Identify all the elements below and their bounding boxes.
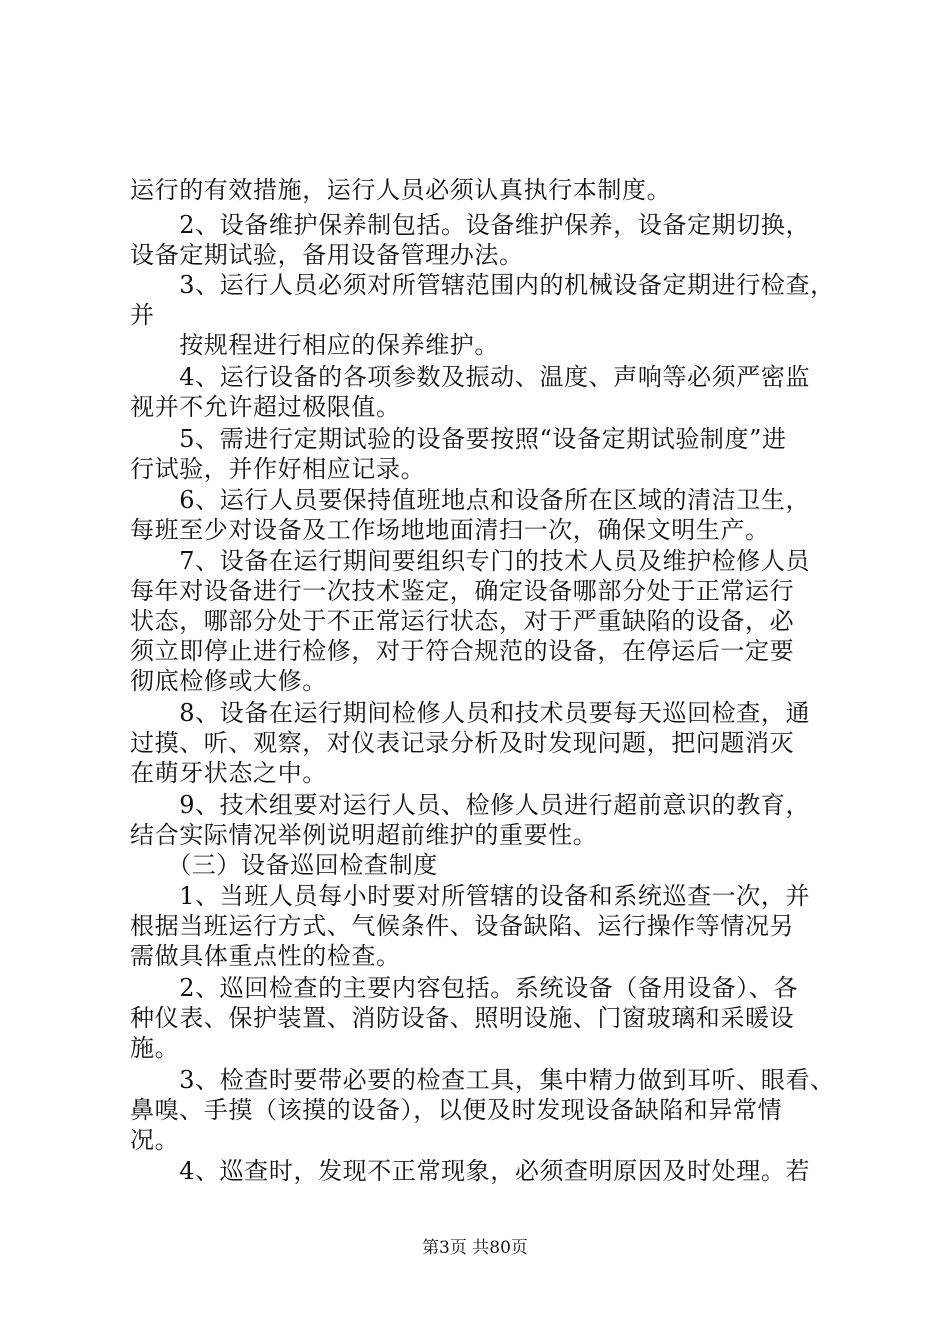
text-line: 6、运行人员要保持值班地点和设备所在区域的清洁卫生， (130, 486, 811, 514)
text-line: 行试验，并作好相应记录。 (130, 455, 426, 483)
text-line: 每班至少对设备及工作场地地面清扫一次，确保文明生产。 (130, 516, 770, 544)
text-line: 根据当班运行方式、气候条件、设备缺陷、运行操作等情况另 (130, 912, 795, 940)
text-line: 过摸、听、观察，对仪表记录分析及时发现问题，把问题消灭 (130, 729, 795, 757)
text-line: 结合实际情况举例说明超前维护的重要性。 (130, 821, 598, 849)
page-footer: 第3页 共80页 (422, 1238, 528, 1258)
text-line: 状态，哪部分处于不正常运行状态，对于严重缺陷的设备，必 (130, 607, 795, 635)
section-heading: （三）设备巡回检查制度 (130, 851, 438, 879)
text-line: 每年对设备进行一次技术鉴定，确定设备哪部分处于正常运行 (130, 577, 795, 605)
text-line: 并 (130, 301, 155, 329)
text-line: 2、设备维护保养制包括。设备维护保养，设备定期切换， (130, 211, 811, 239)
text-line: 设备定期试验，备用设备管理办法。 (130, 241, 524, 269)
text-line: 鼻嗅、手摸（该摸的设备），以便及时发现设备缺陷和异常情 (130, 1096, 783, 1124)
text-line: 3、检查时要带必要的检查工具，集中精力做到耳听、眼看、 (130, 1066, 835, 1094)
text-line: 4、巡查时，发现不正常现象，必须查明原因及时处理。若 (130, 1157, 811, 1185)
text-line: 1、当班人员每小时要对所管辖的设备和系统巡查一次，并 (130, 882, 811, 910)
text-line: 种仪表、保护装置、消防设备、照明设施、门窗玻璃和采暖设 (130, 1004, 795, 1032)
text-line: 2、巡回检查的主要内容包括。系统设备（备用设备）、各 (130, 974, 799, 1002)
text-line: 8、设备在运行期间检修人员和技术员要每天巡回检查，通 (130, 699, 811, 727)
text-line: 须立即停止进行检修，对于符合规范的设备，在停运后一定要 (130, 637, 795, 665)
text-line: 施。 (130, 1034, 180, 1062)
text-line: 在萌牙状态之中。 (130, 759, 327, 787)
text-line: 彻底检修或大修。 (130, 667, 327, 695)
text-line: 9、技术组要对运行人员、检修人员进行超前意识的教育， (130, 791, 811, 819)
text-line: 视并不允许超过极限值。 (130, 393, 401, 421)
text-line: 5、需进行定期试验的设备要按照“设备定期试验制度”进 (130, 425, 787, 453)
text-line: 需做具体重点性的检查。 (130, 942, 401, 970)
text-line: 7、设备在运行期间要组织专门的技术人员及维护检修人员 (130, 547, 811, 575)
text-line: 按规程进行相应的保养维护。 (130, 331, 499, 359)
text-line: 4、运行设备的各项参数及振动、温度、声响等必须严密监 (130, 363, 811, 391)
text-line: 3、运行人员必须对所管辖范围内的机械设备定期进行检查， (130, 271, 835, 299)
text-line: 运行的有效措施，运行人员必须认真执行本制度。 (130, 176, 672, 204)
text-line: 况。 (130, 1126, 180, 1154)
